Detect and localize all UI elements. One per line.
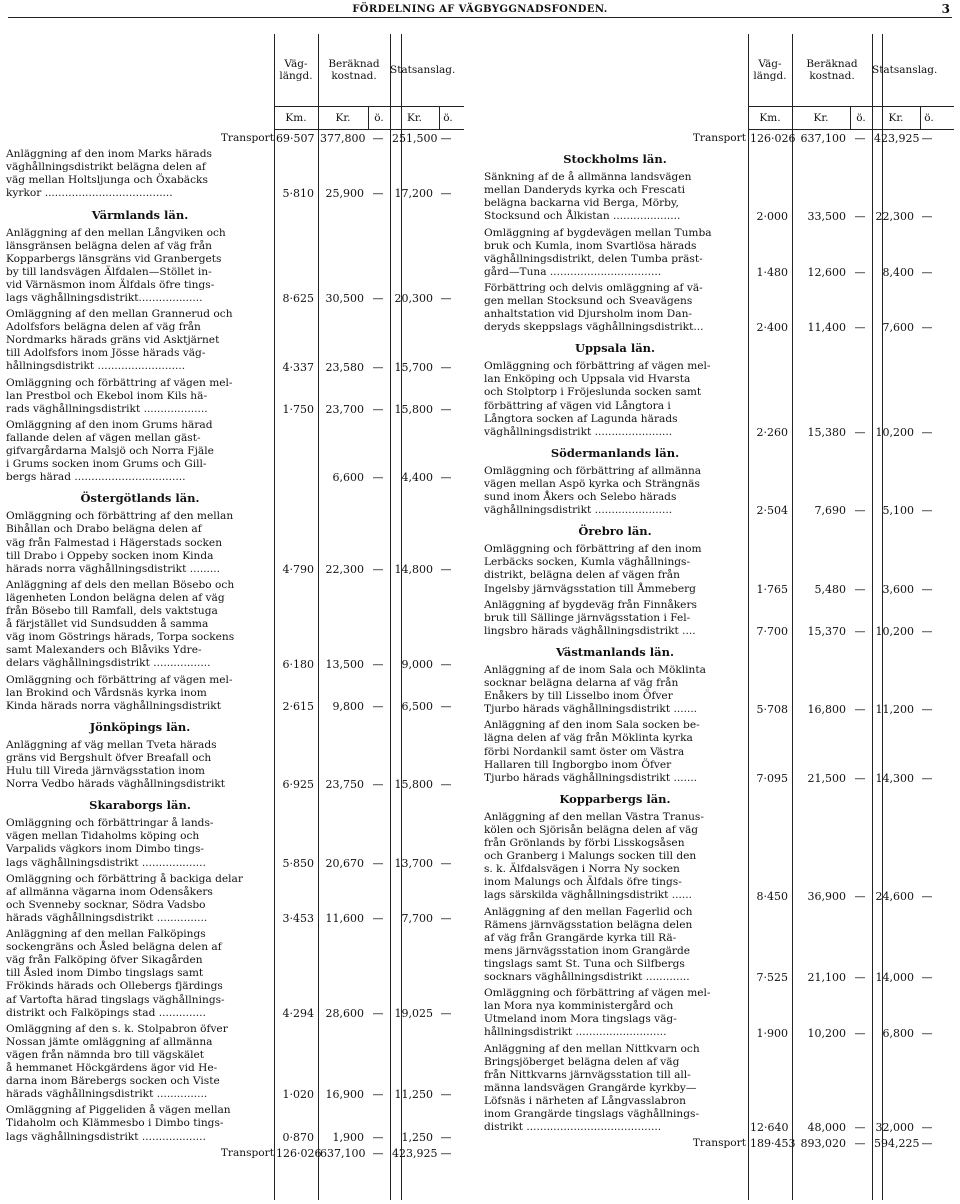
entry-description: Sänkning af de å allmänna landsvägen mellan Danderyds kyrka och Frescati belägna backarna vid Berga, Mörby, Stocksund och Ålkistan .................... (484, 171, 692, 223)
entry-description: Omläggning och förbättring af den mellan Bihållan och Drabo belägna delen af väg från Falmestad i Hägerstads socken till Drabo i Oppeby socken inom Kinda härads norra väghållningsdistrikt ......... (6, 510, 234, 575)
unit-ore: ö. (924, 112, 934, 124)
unit-ore: ö. (856, 112, 866, 124)
length-value: 3·453 (282, 912, 314, 926)
entry-description: Omläggning af Piggeliden å vägen mellan Tidaholm och Klämmesbo i Dimbo tings- lags väghållningsdistrikt ................... (6, 1104, 231, 1143)
unit-km: Km. (285, 112, 307, 124)
ore-dash: — (921, 132, 933, 146)
length-value: 5·708 (756, 703, 788, 717)
ore-dash: — (440, 187, 452, 201)
entry-description: Anläggning af den mellan Västra Tranus- kölen och Sjörisån belägna delen af väg från Grönlands by förbi Lisskogsåsen och Granberg i Malungs socken till den s. k. Älfdalsvägen i Norra Ny socken inom Malungs och Älfdals öfre tings- lags särskilda väghållningsdistrikt ...... (484, 810, 704, 902)
table-row (484, 227, 954, 279)
page-header (8, 4, 952, 18)
cost-value: 9,800 (332, 699, 364, 713)
ore-dash: — (854, 132, 866, 146)
grant-value: 11,250 (394, 1088, 433, 1102)
ore-dash: — (440, 856, 452, 870)
table-row (6, 579, 464, 671)
ore-dash: — (372, 778, 384, 792)
grant-value: 24,600 (875, 889, 914, 903)
entry-description: Transport (220, 132, 274, 144)
length-value: 2·615 (282, 699, 314, 713)
length-value: 2·504 (756, 504, 788, 518)
ore-dash: — (372, 187, 384, 201)
ore-dash: — (440, 1006, 452, 1020)
table-row (6, 1104, 464, 1143)
county-heading: Kopparbergs län. (559, 791, 671, 806)
unit-ore: ö. (443, 112, 453, 124)
unit-ore: ö. (374, 112, 384, 124)
cost-value: 13,500 (325, 657, 364, 671)
grant-value: 19,025 (394, 1006, 433, 1020)
ore-dash: — (921, 425, 933, 439)
grant-value: 32,000 (875, 1121, 914, 1135)
grant-value: 7,700 (401, 912, 433, 926)
entry-description: Anläggning af dels den mellan Bösebo och lägenheten London belägna delen af väg från Bösebo till Ramfall, dels vaktstuga å färjstället vid Sundsudden å samma väg inom Göstrings härads, Torpa sockens samt Malexanders och Blåviks Ydre- delars väghållningsdistrikt ................. (6, 578, 235, 670)
ore-dash: — (440, 471, 452, 485)
cost-value: 28,600 (325, 1006, 364, 1020)
county-heading: Skaraborgs län. (89, 798, 191, 813)
cost-value: 11,600 (325, 912, 364, 926)
cost-value: 33,500 (807, 210, 846, 224)
ore-dash: — (854, 210, 866, 224)
cost-value: 893,020 (800, 1137, 846, 1151)
grant-value: 11,200 (875, 703, 914, 717)
county-heading: Västmanlands län. (556, 645, 674, 659)
ore-dash: — (440, 1130, 452, 1144)
ore-dash: — (854, 624, 866, 638)
ore-dash: — (854, 771, 866, 785)
cost-value: 15,380 (807, 425, 846, 439)
length-value: 2·400 (756, 321, 788, 335)
cost-header: Beräknad kostnad. (328, 58, 380, 82)
entry-description: Anläggning af den inom Marks härads väghållningsdistrikt belägna delen af väg mellan Holtsljunga och Öxabäcks kyrkor ...................................... (6, 148, 212, 200)
table-row (484, 282, 954, 334)
length-value: 1·900 (756, 1026, 788, 1040)
entry-description: Transport (692, 132, 746, 144)
length-value: 4·294 (282, 1006, 314, 1020)
length-value: 5·810 (282, 187, 314, 201)
grant-header: Statsanslag. (390, 64, 456, 76)
cost-value: 637,100 (800, 132, 846, 146)
table-row (6, 227, 464, 306)
grant-value: 423,925 (874, 132, 920, 146)
transport-row (6, 132, 464, 145)
ore-dash: — (854, 889, 866, 903)
ore-dash: — (440, 360, 452, 374)
column-body (484, 130, 954, 1200)
ore-dash: — (372, 1006, 384, 1020)
ore-dash: — (854, 425, 866, 439)
cost-value: 22,300 (325, 562, 364, 576)
length-value: 4·790 (282, 562, 314, 576)
grant-value: 14,000 (875, 971, 914, 985)
length-value: 0·870 (282, 1130, 314, 1144)
ore-dash: — (921, 624, 933, 638)
table-row (6, 148, 464, 200)
grant-value: 10,200 (875, 425, 914, 439)
length-value: 8·450 (756, 889, 788, 903)
entry-description: Omläggning och förbättring af allmänna vägen mellan Aspö kyrka och Strängnäs sund inom Åkers och Selebo härads väghållningsdistrikt ....................... (484, 464, 702, 517)
length-value: 12·640 (750, 1121, 789, 1135)
ore-dash: — (921, 1026, 933, 1040)
table-row (484, 465, 954, 517)
length-value: 7·525 (756, 971, 788, 985)
grant-value: 14,800 (394, 562, 433, 576)
grant-value: 22,300 (875, 210, 914, 224)
grant-value: 251,500 (392, 132, 438, 146)
entry-description: Anläggning af väg mellan Tveta härads gräns vid Bergshult öfver Breafall och Hulu till Vireda järnvägsstation inom Norra Vedbo härads väghållningsdistrikt (6, 738, 226, 791)
length-value: 8·625 (282, 292, 314, 306)
county-heading: Värmlands län. (91, 207, 189, 222)
transport-row (484, 1137, 954, 1150)
entry-description: Omläggning och förbättring af den inom Lerbäcks socken, Kumla väghållnings- distrikt, belägna delen af vägen från Ingelsby järnvägsstation till Åmmeberg (484, 543, 702, 595)
table-row (484, 543, 954, 595)
county-heading: Uppsala län. (574, 341, 656, 356)
table-row (6, 817, 464, 869)
length-value: 1·750 (282, 402, 314, 416)
column-body (6, 130, 464, 1200)
entry-description: Omläggning och förbättring å backiga delar af allmänna vägarna inom Odensåkers och Svenneby socknar, Södra Vadsbo härads väghållningsdistrikt ............... (6, 872, 243, 924)
ore-dash: — (372, 1130, 384, 1144)
entry-description: Transport (220, 1146, 274, 1159)
entry-description: Omläggning af den inom Grums härad fallande delen af vägen mellan gäst- gifvargårdarna Malsjö och Norra Fjäle i Grums socken inom Grums och Gill- bergs härad ................................. (6, 418, 214, 484)
grant-value: 6,500 (401, 699, 433, 713)
table-row (484, 1043, 954, 1135)
header-rule (274, 106, 464, 107)
ore-dash: — (921, 1137, 933, 1151)
length-value: 69·507 (276, 132, 315, 146)
entry-description: Anläggning af den mellan Fagerlid och Rämens järnvägsstation belägna delen af väg från Grangärde kyrka till Rä- mens järnvägsstation inom Grangärde tingslags samt St. Tuna och Silfbergs socknars väghållningsdistrikt ............. (484, 905, 693, 984)
table-row (484, 719, 954, 785)
ore-dash: — (440, 402, 452, 416)
grant-value: 10,200 (875, 624, 914, 638)
table-row (484, 811, 954, 903)
cost-value: 5,480 (814, 582, 846, 596)
cost-value: 377,800 (320, 132, 366, 146)
ore-dash: — (440, 132, 452, 146)
entry-description: Anläggning af den inom Sala socken be- lägna delen af väg från Möklinta kyrka förbi Nordankil samt öster om Västra Hallaren till Ingborgbo inom Öfver Tjurbo härads väghållningsdistrikt ....... (484, 719, 700, 784)
ore-dash: — (921, 889, 933, 903)
table-row (6, 739, 464, 791)
grant-value: 3,600 (882, 582, 914, 596)
unit-kr: Kr. (888, 112, 904, 124)
grant-value: 8,400 (882, 265, 914, 279)
page-title: FÖRDELNING AF VÄGBYGGNADSFONDEN. (352, 4, 608, 15)
cost-header: Beräknad kostnad. (806, 58, 858, 82)
ore-dash: — (921, 971, 933, 985)
ore-dash: — (372, 360, 384, 374)
length-value: 2·260 (756, 425, 788, 439)
ore-dash: — (921, 265, 933, 279)
grant-value: 13,700 (394, 856, 433, 870)
table-row (484, 360, 954, 439)
grant-value: 6,800 (882, 1026, 914, 1040)
table-row (484, 664, 954, 716)
ore-dash: — (372, 1088, 384, 1102)
ore-dash: — (921, 210, 933, 224)
entry-description: Transport (692, 1137, 746, 1150)
length-value: 5·850 (282, 856, 314, 870)
unit-kr: Kr. (335, 112, 351, 124)
grant-value: 15,800 (394, 402, 433, 416)
cost-value: 6,600 (332, 471, 364, 485)
entry-description: Anläggning af de inom Sala och Möklinta socknar belägna delarna af väg från Enåkers by till Lisselbo inom Öfver Tjurbo härads väghållningsdistrikt ....... (484, 664, 706, 716)
cost-value: 48,000 (807, 1121, 846, 1135)
table-row (6, 510, 464, 576)
transport-row (484, 132, 954, 145)
ore-dash: — (372, 912, 384, 926)
table-row (6, 308, 464, 374)
ore-dash: — (921, 1121, 933, 1135)
table-row (484, 987, 954, 1039)
length-value: 126·026 (750, 132, 796, 146)
ore-dash: — (372, 402, 384, 416)
entry-description: Anläggning af bygdeväg från Finnåkers bruk till Sällinge järnvägsstation i Fel- lingsbro härads väghållningsdistrikt .... (484, 598, 697, 637)
ore-dash: — (372, 1146, 384, 1160)
cost-value: 12,600 (807, 265, 846, 279)
grant-value: 17,200 (394, 187, 433, 201)
grant-value: 5,100 (882, 504, 914, 518)
cost-value: 23,750 (325, 778, 364, 792)
entry-description: Förbättring och delvis omläggning af vä- gen mellan Stocksund och Sveavägens anhaltstation vid Djursholm inom Dan- deryds skeppslags väghållningsdistrikt... (484, 281, 704, 334)
unit-kr: Kr. (406, 112, 423, 124)
ore-dash: — (854, 321, 866, 335)
grant-value: 9,000 (401, 657, 433, 671)
cost-value: 21,100 (807, 971, 846, 985)
ore-dash: — (854, 1137, 866, 1151)
entry-description: Anläggning af den mellan Långviken och länsgränsen belägna delen af väg från Kopparbergs länsgräns vid Granbergets by till landsvägen Älfdalen—Stöllet in- vid Värnäsmon inom Älfdals öfre tings- lags väghållningsdistrikt................... (6, 226, 226, 304)
ore-dash: — (440, 1146, 452, 1160)
ore-dash: — (372, 471, 384, 485)
ore-dash: — (854, 504, 866, 518)
unit-kr: Kr. (813, 112, 829, 124)
ore-dash: — (440, 657, 452, 671)
column-header (6, 34, 464, 130)
length-value: 1·765 (756, 582, 788, 596)
entry-description: Omläggning och förbättring af vägen mel- lan Brokind och Vårdsnäs kyrka inom Kinda härads norra väghållningsdistrikt (6, 673, 233, 712)
county-heading: Östergötlands län. (80, 491, 200, 506)
unit-km: Km. (759, 112, 781, 124)
length-value: 189·453 (750, 1137, 796, 1151)
county-heading: Stockholms län. (563, 152, 667, 167)
cost-value: 10,200 (807, 1026, 846, 1040)
ore-dash: — (440, 292, 452, 306)
ore-dash: — (440, 778, 452, 792)
grant-value: 7,600 (882, 321, 914, 335)
table-row (6, 1023, 464, 1102)
cost-value: 637,100 (320, 1146, 366, 1160)
cost-value: 36,900 (807, 889, 846, 903)
cost-value: 23,700 (325, 402, 364, 416)
table-row (484, 171, 954, 223)
cost-value: 21,500 (807, 771, 846, 785)
table-row (6, 928, 464, 1020)
cost-value: 25,900 (325, 187, 364, 201)
column-header (484, 34, 954, 130)
ore-dash: — (854, 1121, 866, 1135)
grant-header: Statsanslag. (872, 64, 938, 76)
cost-value: 7,690 (814, 504, 846, 518)
cost-value: 30,500 (325, 292, 364, 306)
cost-value: 15,370 (807, 624, 846, 638)
ore-dash: — (372, 856, 384, 870)
page-number: 3 (941, 2, 950, 16)
entry-description: Anläggning af den mellan Falköpings sockengräns och Åsled belägna delen af väg från Falköping öfver Sikagården till Åsled inom Dimbo tingslags samt Frökinds härads och Ollebergs fjärdings af Vartofta härad tingslags väghållnings- distrikt och Falköpings stad .............. (6, 928, 225, 1019)
cost-value: 11,400 (807, 321, 846, 335)
right-column (484, 34, 954, 1200)
ore-dash: — (921, 582, 933, 596)
length-value: 1·020 (282, 1088, 314, 1102)
ore-dash: — (854, 265, 866, 279)
ore-dash: — (921, 703, 933, 717)
ore-dash: — (372, 292, 384, 306)
county-heading: Jönköpings län. (89, 719, 191, 734)
ore-dash: — (440, 699, 452, 713)
ore-dash: — (372, 657, 384, 671)
table-row (484, 599, 954, 638)
length-value: 2·000 (756, 210, 788, 224)
ore-dash: — (440, 1088, 452, 1102)
header-rule (748, 106, 954, 107)
ore-dash: — (440, 562, 452, 576)
length-header: Väg- längd. (753, 58, 787, 82)
entry-description: Omläggning af den mellan Grannerud och Adolfsfors belägna delen af väg från Nordmarks härads gräns vid Asktjärnet till Adolfsfors inom Jösse härads väg- hållningsdistrikt .......................... (6, 308, 233, 373)
ore-dash: — (854, 971, 866, 985)
ore-dash: — (854, 703, 866, 717)
length-value: 1·480 (756, 265, 788, 279)
ore-dash: — (372, 132, 384, 146)
ore-dash: — (854, 582, 866, 596)
grant-value: 14,300 (875, 771, 914, 785)
table-row (484, 906, 954, 985)
length-value: 4·337 (282, 360, 314, 374)
ore-dash: — (854, 1026, 866, 1040)
grant-value: 15,700 (394, 360, 433, 374)
entry-description: Anläggning af den mellan Nittkvarn och Bringsjöberget belägna delen af väg från Nittkvarns järnvägsstation till all- männa landsvägen Grangärde kyrkby— Löfsnäs i närheten af Långvasslabron inom Grangärde tingslags väghållnings- distrikt ........................................ (484, 1042, 700, 1134)
left-column (6, 34, 464, 1200)
length-value: 126·026 (276, 1146, 322, 1160)
grant-value: 15,800 (394, 778, 433, 792)
cost-value: 16,800 (807, 703, 846, 717)
table-row (6, 377, 464, 416)
transport-row (6, 1147, 464, 1160)
ore-dash: — (372, 562, 384, 576)
ore-dash: — (921, 771, 933, 785)
ore-dash: — (372, 699, 384, 713)
grant-value: 20,300 (394, 292, 433, 306)
length-value: 7·700 (756, 624, 788, 638)
table-row (6, 419, 464, 485)
cost-value: 23,580 (325, 360, 364, 374)
grant-value: 594,225 (874, 1137, 920, 1151)
length-value: 7·095 (756, 771, 788, 785)
length-value: 6·925 (282, 778, 314, 792)
cost-value: 16,900 (325, 1088, 364, 1102)
ore-dash: — (921, 504, 933, 518)
table-row (6, 873, 464, 925)
entry-description: Omläggning och förbättring af vägen mel- lan Prestbol och Ekebol inom Kils hä- rads väghållningsdistrikt ................... (6, 376, 233, 415)
entry-description: Omläggning och förbättringar å lands- vägen mellan Tidaholms köping och Varpalids vägkors inom Dimbo tings- lags väghållningsdistrikt ................... (6, 817, 214, 869)
cost-value: 20,670 (325, 856, 364, 870)
entry-description: Omläggning och förbättring af vägen mel- lan Mora nya komministergård och Utmeland inom Mora tingslags väg- hållningsdistrikt ........................... (484, 987, 711, 1039)
ore-dash: — (921, 321, 933, 335)
cost-value: 1,900 (332, 1130, 364, 1144)
county-heading: Örebro län. (578, 524, 652, 539)
entry-description: Omläggning af den s. k. Stolpabron öfver Nossan jämte omläggning af allmänna vägen från nämnda bro till vägskälet å hemmanet Höckgärdens ägor vid He- darna inom Bärebergs socken och Viste härads väghållningsdistrikt ............... (6, 1022, 228, 1101)
length-header: Väg- längd. (279, 58, 313, 82)
grant-value: 4,400 (401, 471, 433, 485)
grant-value: 1,250 (401, 1130, 433, 1144)
ore-dash: — (440, 912, 452, 926)
grant-value: 423,925 (392, 1146, 438, 1160)
entry-description: Omläggning af bygdevägen mellan Tumba bruk och Kumla, inom Svartlösa härads väghållningsdistrikt, delen Tumba präst- gård—Tuna ................................. (484, 226, 712, 278)
entry-description: Omläggning och förbättring af vägen mel- lan Enköping och Uppsala vid Hvarsta och Stolptorp i Fröjeslunda socken samt förbättring af vägen vid Långtora i Långtora socken af Lagunda härads väghållningsdistrikt ....................... (484, 360, 711, 438)
table-row (6, 674, 464, 713)
length-value: 6·180 (282, 657, 314, 671)
county-heading: Södermanlands län. (550, 445, 680, 460)
